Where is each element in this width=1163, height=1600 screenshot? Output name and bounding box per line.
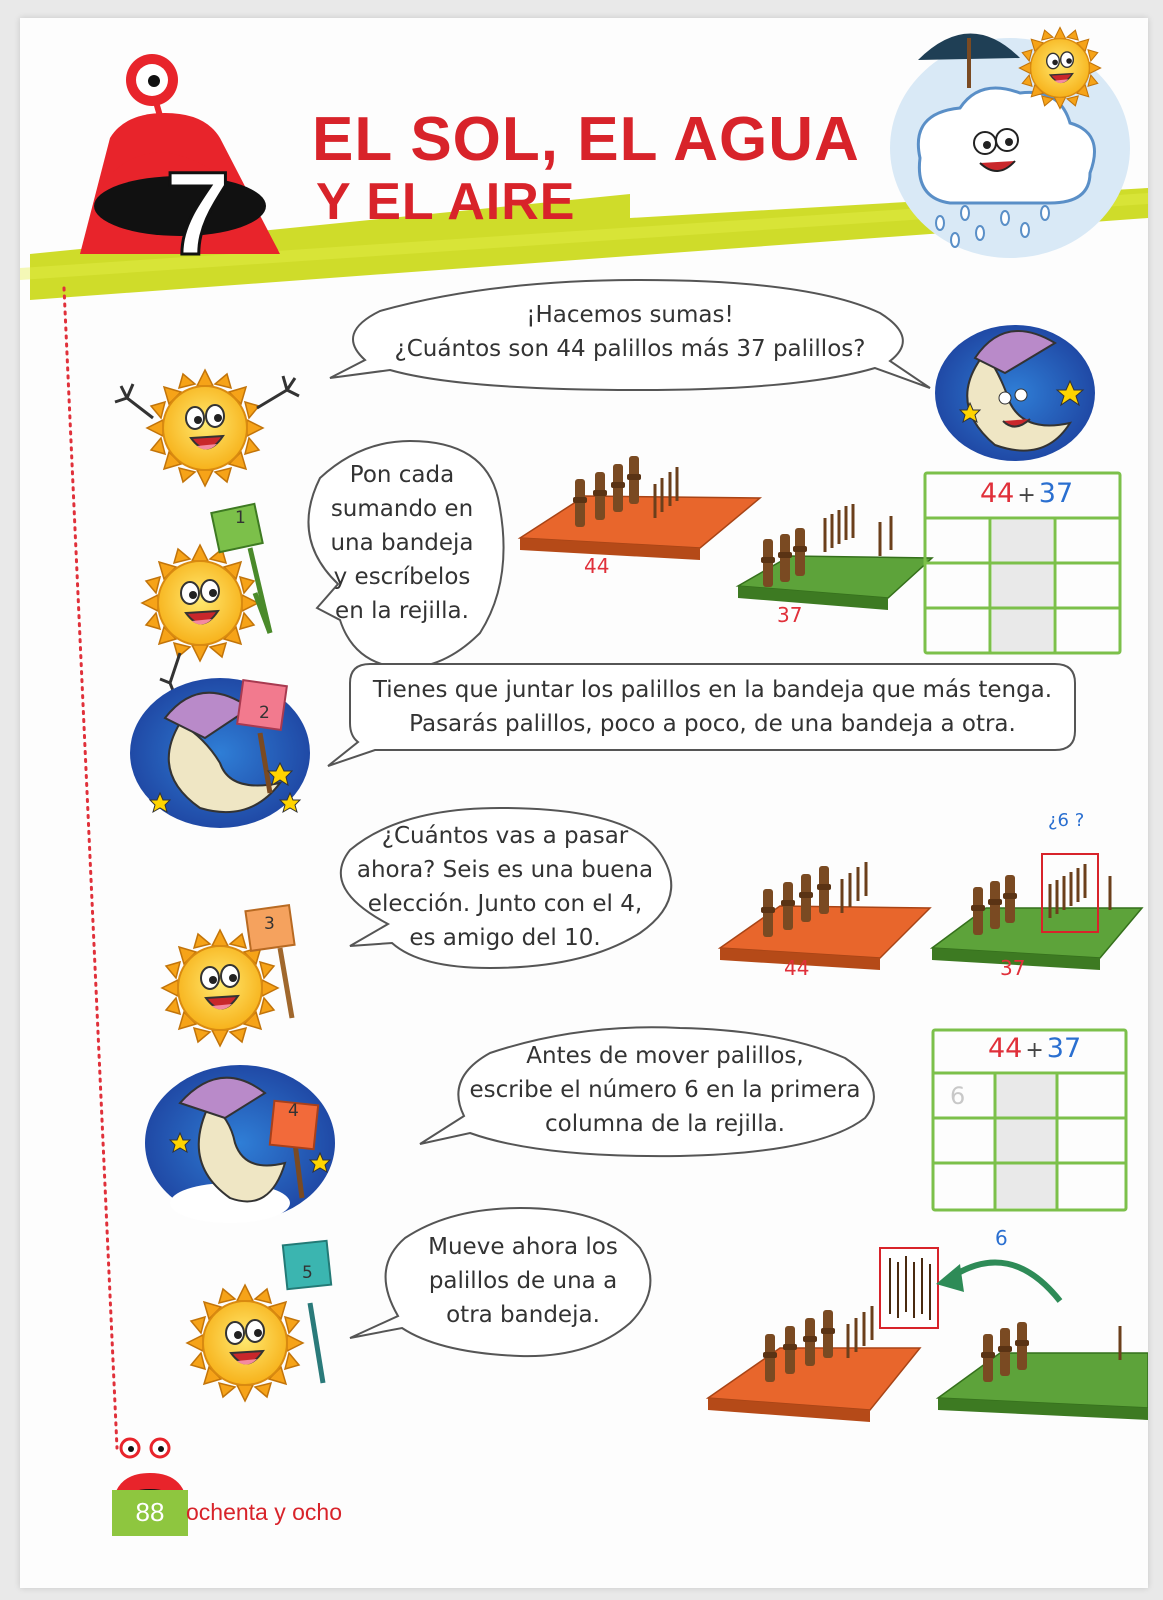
grid-2-addend2: 37 — [1046, 1033, 1082, 1064]
bubble-3-line: es amigo del 10. — [409, 925, 601, 951]
step-badge-3: 3 — [264, 914, 275, 934]
grid-1-header — [980, 478, 1073, 509]
bubble-1-line: una bandeja — [330, 530, 474, 556]
step-badge-4: 4 — [288, 1101, 299, 1121]
bubble-5-line: Mueve ahora los — [428, 1234, 618, 1260]
bubble-1-line: sumando en — [330, 496, 474, 522]
sun-cloud-illustration — [890, 27, 1130, 258]
step-badge-2: 2 — [259, 703, 270, 723]
unit-number: 7 — [165, 148, 232, 280]
bubble-3-line: ¿Cuántos vas a pasar — [381, 823, 629, 849]
tray-label-orange-1: 44 — [584, 554, 610, 578]
step-badge-5: 5 — [302, 1263, 313, 1283]
bubble-0-line: ¡Hacemos sumas! — [526, 302, 734, 328]
page-number-words: ochenta y ocho — [186, 1499, 343, 1525]
grid-1-plus: + — [1017, 483, 1036, 508]
bubble-5-line: otra bandeja. — [446, 1302, 600, 1328]
grid-2-plus: + — [1025, 1038, 1044, 1063]
tray-question-label: ¿6 ? — [1048, 810, 1085, 831]
bubble-1 — [312, 458, 492, 628]
bubble-1-line: en la rejilla. — [335, 598, 469, 624]
page-number: 88 — [135, 1497, 165, 1527]
tray-label-orange-2: 44 — [784, 956, 810, 980]
bubble-0 — [370, 298, 890, 366]
bubble-4-line: Antes de mover palillos, — [526, 1043, 804, 1069]
tray-label-green-1: 37 — [777, 603, 803, 627]
bubble-2-line: Tienes que juntar los palillos en la bandeja que más tenga. — [372, 677, 1053, 703]
step-badge-1: 1 — [235, 508, 246, 528]
grid-1-addend1: 44 — [980, 478, 1015, 509]
unit-title-line2: Y EL AIRE — [316, 173, 576, 231]
bubble-2-line: Pasarás palillos, poco a poco, de una bandeja a otra. — [409, 711, 1016, 737]
bubble-5-line: palillos de una a — [428, 1268, 618, 1294]
bubble-1-line: y escríbelos — [333, 564, 471, 590]
grid-2-addend1: 44 — [988, 1033, 1023, 1064]
unit-title-line1: EL SOL, EL AGUA — [312, 105, 860, 174]
bubble-5 — [398, 1230, 648, 1332]
workbook-page — [20, 18, 1148, 1588]
bubble-2 — [350, 673, 1075, 741]
bubble-4-line: columna de la rejilla. — [545, 1111, 785, 1137]
bubble-4-line: escribe el número 6 en la primera — [469, 1077, 861, 1103]
bubble-0-line: ¿Cuántos son 44 palillos más 37 palillos? — [394, 336, 866, 362]
bubble-1-line: Pon cada — [349, 462, 455, 488]
tray-label-green-2: 37 — [1000, 956, 1026, 980]
bubble-4 — [445, 1039, 885, 1141]
bubble-3-line: elección. Junto con el 4, — [367, 891, 643, 917]
bubble-3-line: ahora? Seis es una buena — [356, 857, 654, 883]
grid-2-header — [988, 1033, 1081, 1064]
grid-2-first-column-value: 6 — [950, 1082, 966, 1110]
grid-1-addend2: 37 — [1038, 478, 1074, 509]
move-count-label: 6 — [995, 1226, 1008, 1250]
bubble-3 — [345, 819, 665, 955]
